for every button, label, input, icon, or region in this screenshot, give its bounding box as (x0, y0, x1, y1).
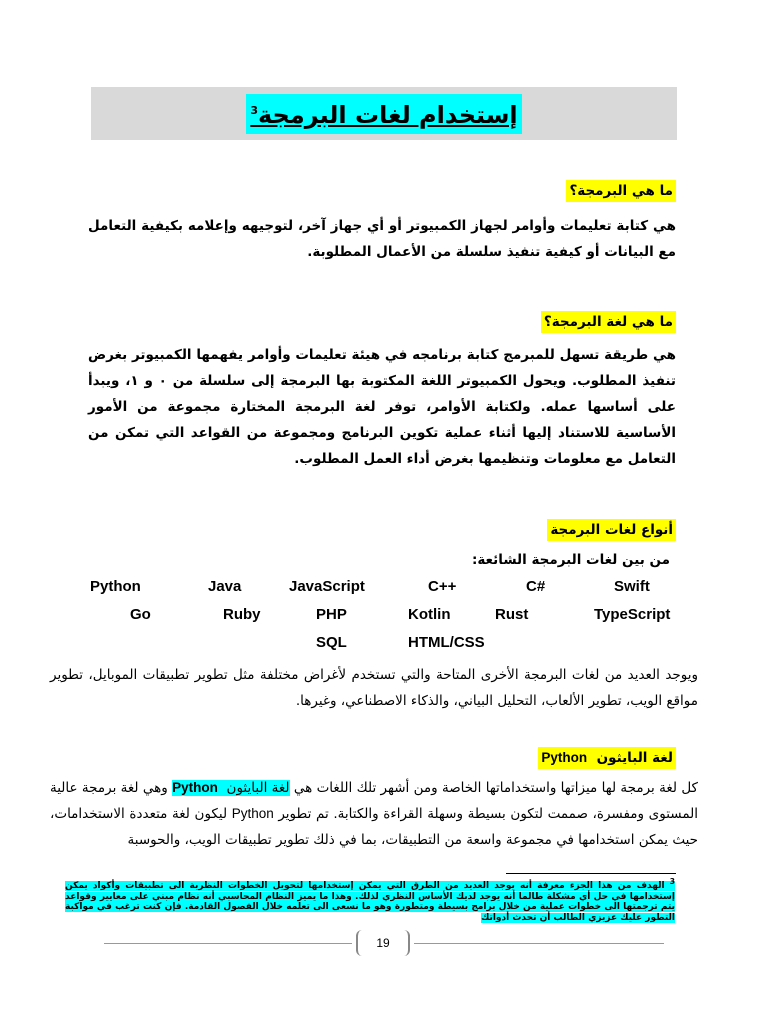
language-item: Kotlin (408, 606, 451, 623)
heading-what-is-programming: ما هي البرمجة؟ (566, 180, 676, 202)
paragraph-types: ويوجد العديد من لغات البرمجة الأخرى المتاحة والتي تستخدم لأغراض مختلفة مثل تطوير تطبيقات الموبايل، تطوير مواقع الويب، تطوير الألعاب، التحليل البياني، والذكاء الاصطناعي، وغيرها. (50, 667, 698, 709)
paragraph-python: كل لغة برمجة لها ميزاتها واستخداماتها الخاصة ومن أشهر تلك اللغات هي لغة البايثون Python وهي لغة برمجة عالية المستوى ومفسرة، صممت لتكون بسيطة وسهلة القراءة والكتابة. تم تطوير Python ليكون لغة متعددة الاستخدامات، حيث يمكن استخدامها في مجموعة واسعة من التطبيقات، بما في ذلك تطوير تطبيقات الويب، والحوسبة (50, 780, 698, 848)
footer-line-right (414, 943, 664, 944)
page-title: إستخدام لغات البرمجة$^3$ (246, 94, 521, 134)
languages-row-1 (0, 578, 768, 600)
footnote-ref[interactable]: 3 (250, 103, 258, 117)
title-band (91, 87, 677, 140)
languages-row-2 (0, 606, 768, 628)
language-item: Java (208, 578, 242, 595)
page-footer (0, 928, 768, 958)
types-intro: من بين لغات البرمجة الشائعة: (471, 552, 670, 568)
language-item: Python (90, 578, 141, 595)
paragraph-what-is-programming: هي كتابة تعليمات وأوامر لجهاز الكمبيوتر أو أي جهاز آخر، لتوجيهه وإعلامه بكيفية التعامل مع البيانات أو كيفية تنفيذ سلسلة من الأعمال المطلوبة. (88, 218, 676, 260)
language-item: Ruby (223, 606, 261, 623)
python-highlight: لغة البايثون Python (172, 780, 290, 796)
heading-types: أنواع لغات البرمجة (547, 519, 676, 541)
footnote (65, 877, 675, 923)
language-item: Go (130, 606, 151, 623)
language-item: PHP (316, 606, 347, 623)
languages-row-3 (0, 634, 768, 656)
footnote-text: الهدف من هذا الجزء معرفة أنه يوجد العديد من الطرق التي يمكن إستخدامها لتحويل الخطوات النظرية الى تطبيقات وأكواد يمكن إستخدامها في حل أي مشكلة طالما أنه يوجد لديك الأساس النظري لذلك. وهذا ما يميز النظام المحاسبي أنه نظام مبني على معايير وقواعد يتم ترجمتها الى خطوات عملية من خلال برامج بسيطة ومتطورة وهو ما نسعى الى تعلمه خلال الفصول القادمة. فإن كنت ترغب في مواكبة التطور عليك عزيزي الطالب أن تحدث أدواتك (65, 881, 675, 923)
heading-python: لغة البايثون Python (538, 747, 676, 769)
footnote-separator (506, 873, 676, 874)
paragraph-what-is-language: هي طريقة تسهل للمبرمج كتابة برنامجه في هيئة تعليمات وأوامر يفهمها الكمبيوتر بغرض تنفيذ المطلوب. ويحول الكمبيوتر اللغة المكتوبة بها البرمجة إلى سلسلة من ٠ و ١، ويبدأ على أساسها عمله. ولكتابة الأوامر، توفر لغة البرمجة المختارة مجموعة من الأمور الأساسية للاستناد إليها أثناء عملية تكوين البرنامج ومجموعة من القواعد التي تمكن من التعامل مع معلومات وتنظيمها بغرض أداء العمل المطلوب. (88, 347, 676, 467)
language-item: Swift (614, 578, 650, 595)
page-number: 19 (356, 930, 410, 956)
language-item: JavaScript (289, 578, 365, 595)
language-item: Rust (495, 606, 529, 623)
footer-line-left (104, 943, 352, 944)
language-item: SQL (316, 634, 347, 651)
language-item: TypeScript (594, 606, 671, 623)
language-item: C++ (428, 578, 457, 595)
language-item: HTML/CSS (408, 634, 485, 651)
heading-what-is-language: ما هي لغة البرمجة؟ (541, 311, 676, 333)
footnote-number: 3 (669, 877, 675, 886)
language-item: C# (526, 578, 546, 595)
